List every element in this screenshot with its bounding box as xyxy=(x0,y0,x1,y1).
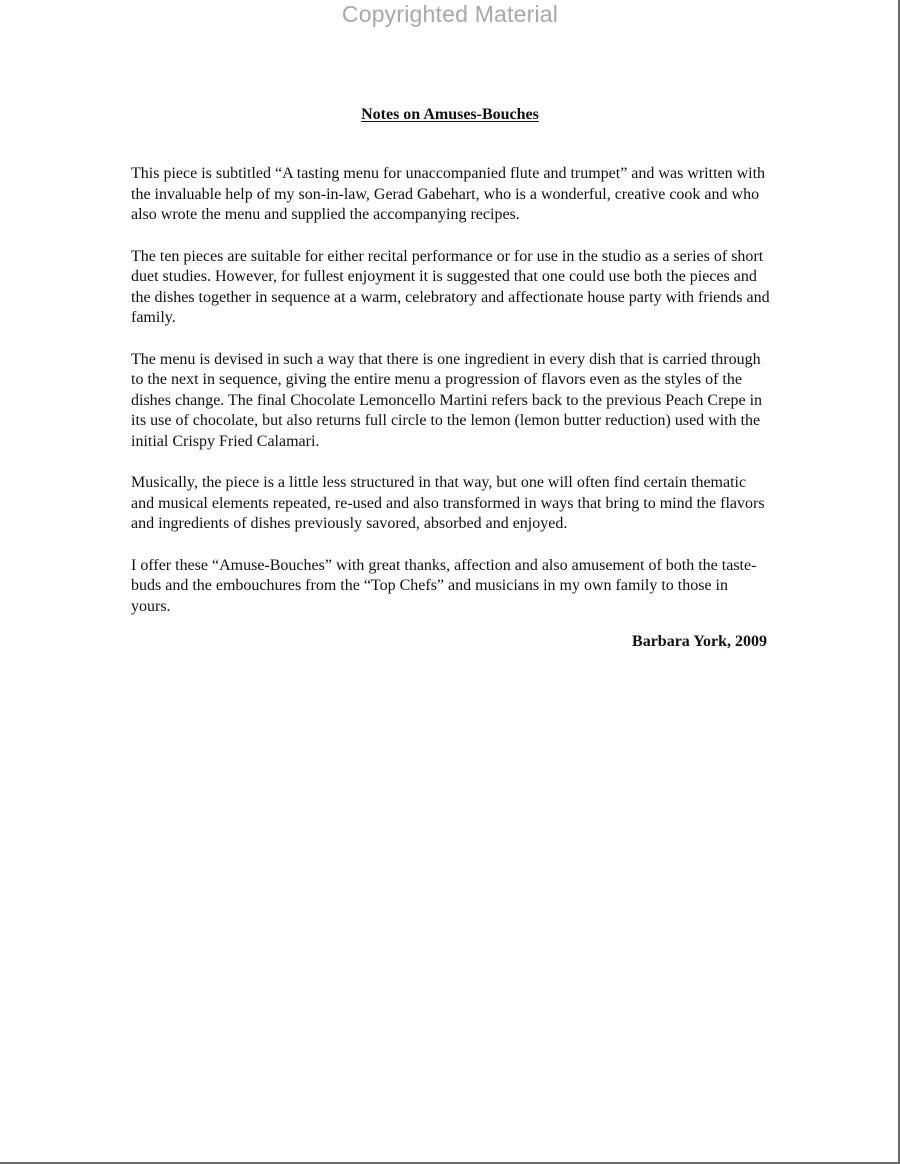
copyright-watermark: Copyrighted Material xyxy=(341,1,559,27)
paragraph-performance: The ten pieces are suitable for either recital performance or for use in the studio as a series of short duet studies. However, for fullest enjoyment it is suggested that one could use both the pieces and the dishes together in sequence at a warm, celebratory and affectionate house party with friends and family. xyxy=(131,247,770,326)
paragraph-menu: The menu is devised in such a way that there is one ingredient in every dish that is carried through to the next in sequence, giving the entire menu a progression of flavors even as the styles of the dishes change. The final Chocolate Lemoncello Martini refers back to the previous Peach Crepe in its use of chocolate, but also returns full circle to the lemon (lemon butter reduction) used with the initial Crispy Fried Calamari. xyxy=(131,350,763,450)
paragraph-musical: Musically, the piece is a little less structured in that way, but one will often find certain thematic and musical elements repeated, re-used and also transformed in ways that bring to mind the flavors and ingredients of dishes previously savored, absorbed and enjoyed. xyxy=(131,474,765,532)
author-signature: Barbara York, 2009 xyxy=(632,633,767,650)
document-title: Notes on Amuses-Bouches xyxy=(361,106,539,123)
document-body xyxy=(131,164,771,638)
paragraph-dedication: I offer these “Amuse-Bouches” with great thanks, affection and also amusement of both the taste-buds and the embouchures from the “Top Chefs” and musicians in my own family to those in yours. xyxy=(131,556,757,615)
paragraph-subtitle: This piece is subtitled “A tasting menu for unaccompanied flute and trumpet” and was written with the invaluable help of my son-in-law, Gerad Gabehart, who is a wonderful, creative cook and who also wrote the menu and supplied the accompanying recipes. xyxy=(131,165,766,223)
